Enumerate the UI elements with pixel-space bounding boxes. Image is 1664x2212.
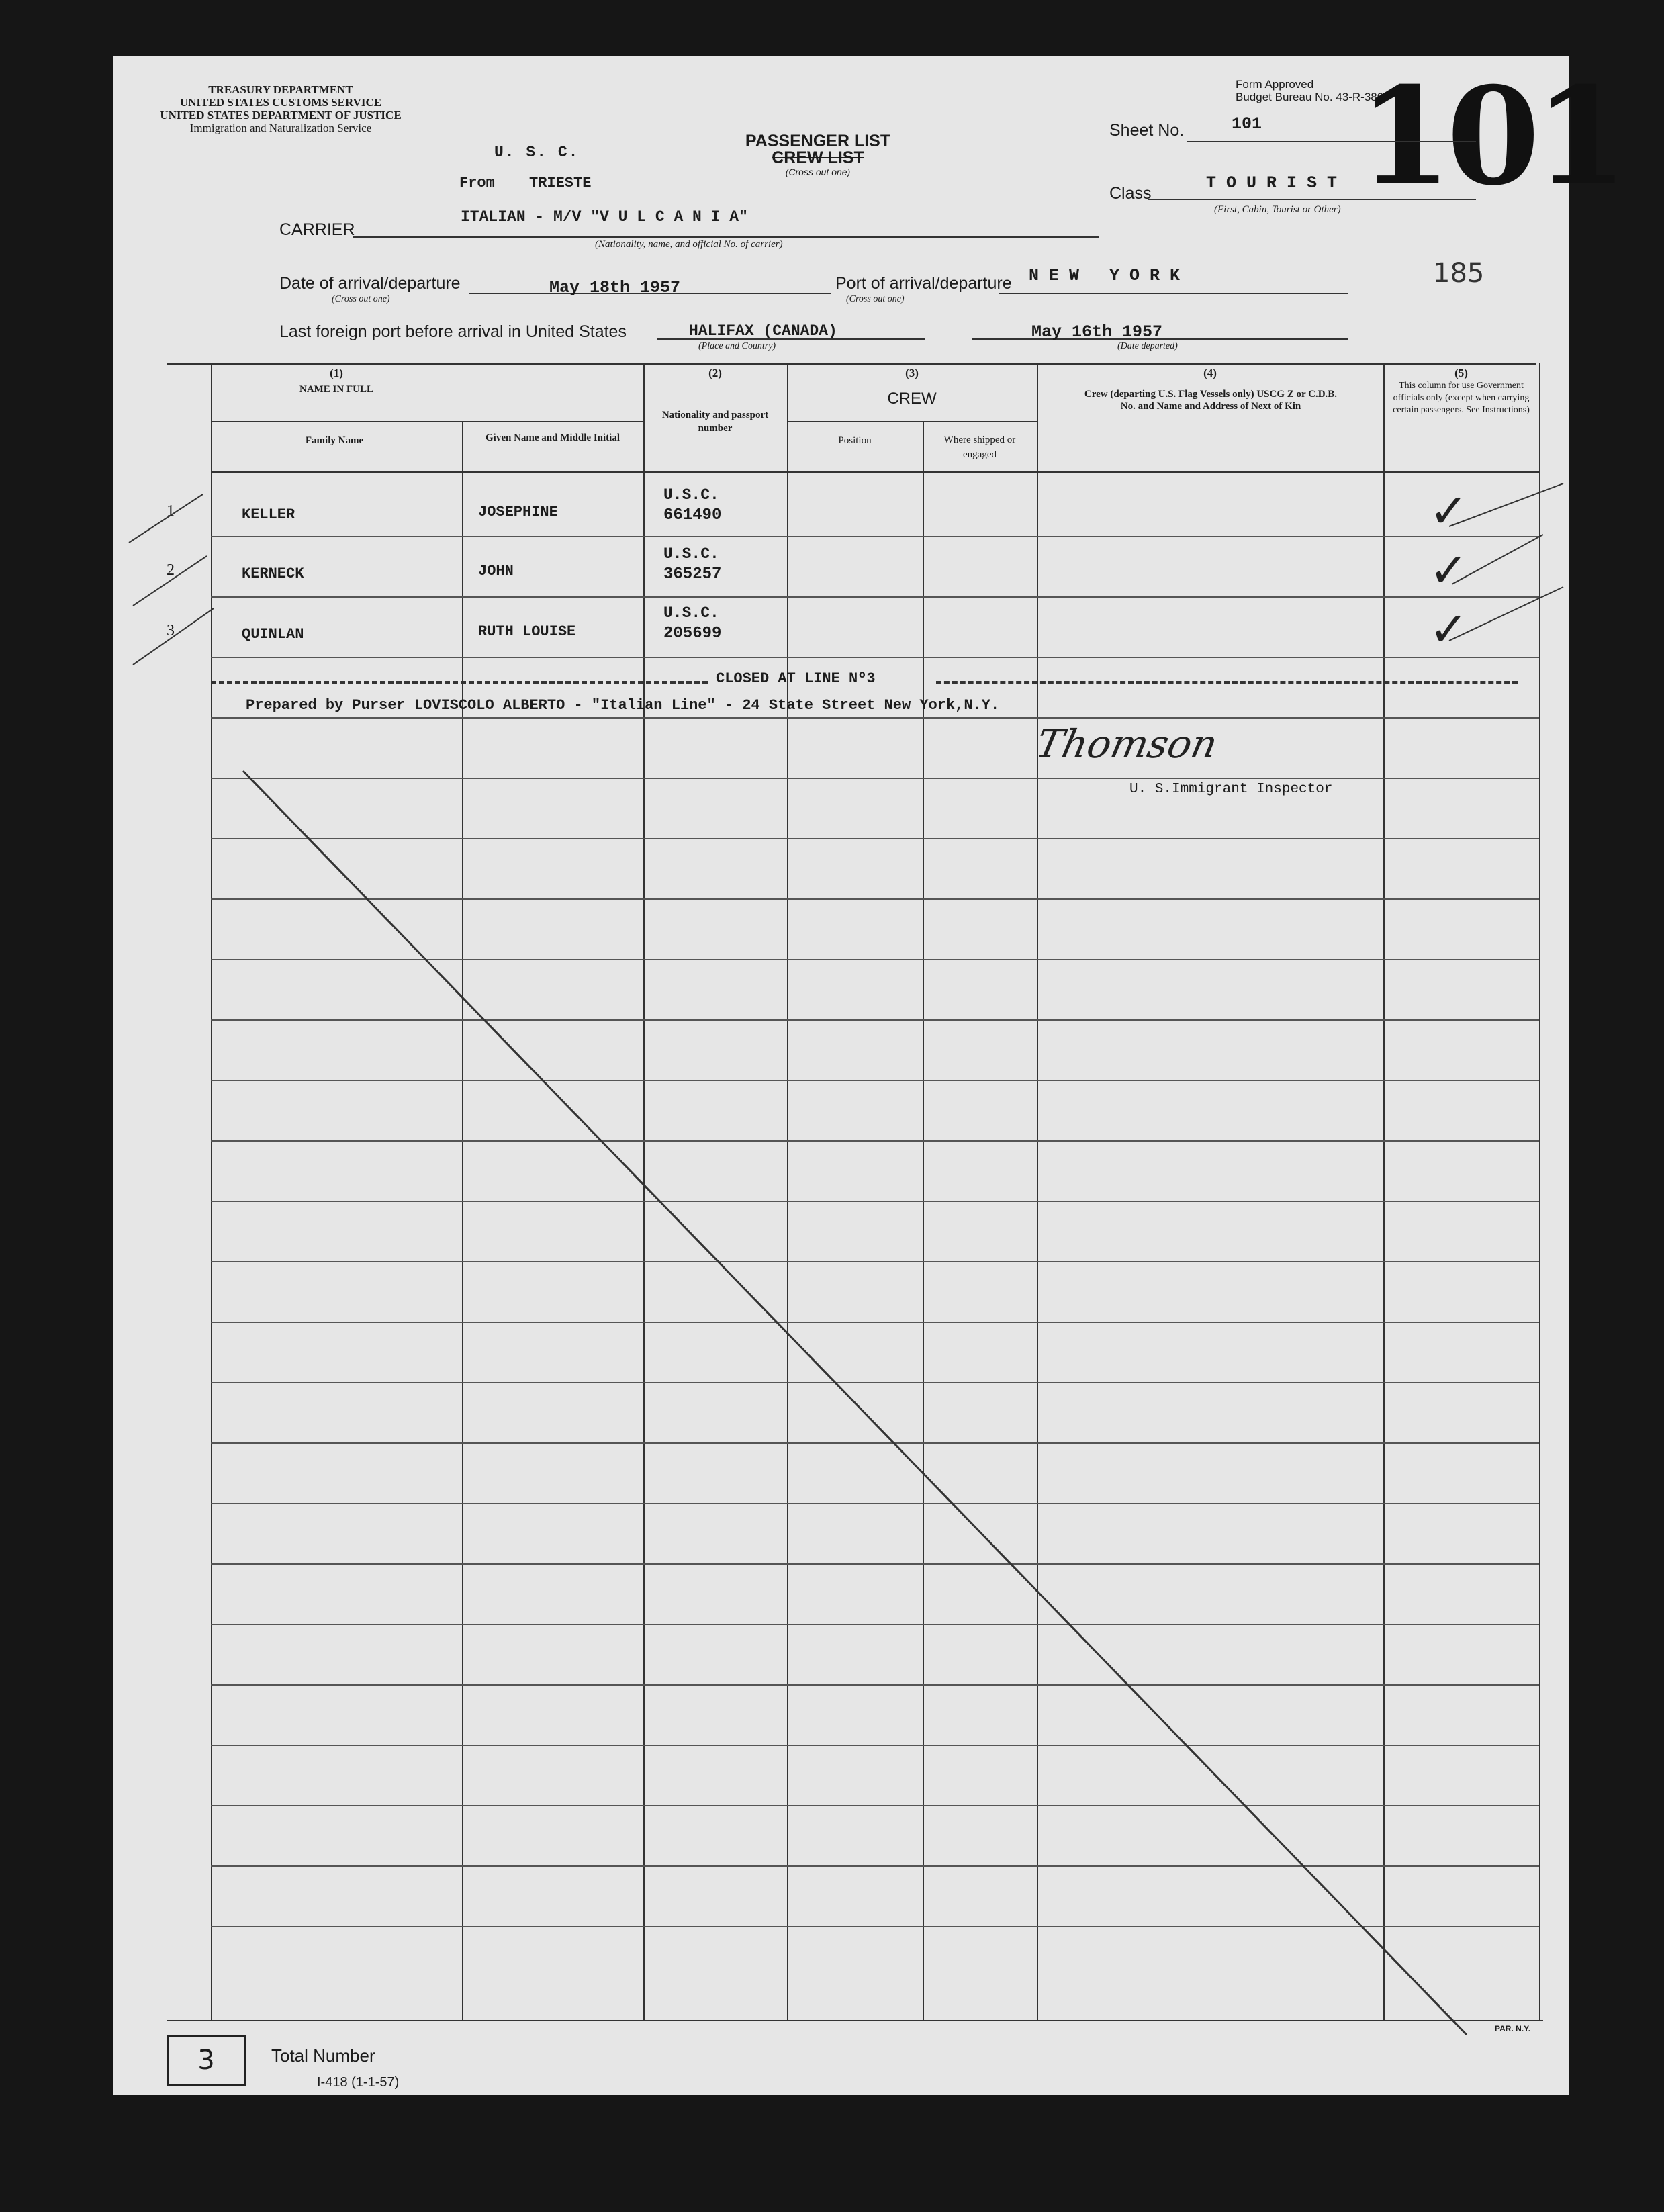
col4-title: Crew (departing U.S. Flag Vessels only) USCG Z or C.D.B. No. and Name and Address of Next of Kin xyxy=(1084,389,1338,412)
class-caption: (First, Cabin, Tourist or Other) xyxy=(1214,204,1341,215)
port-label: Port of arrival/departure xyxy=(835,274,1012,293)
last-port-caption: (Place and Country) xyxy=(698,341,776,351)
last-port-label: Last foreign port before arrival in United States xyxy=(279,322,627,341)
from-value: TRIESTE xyxy=(529,175,592,191)
treasury-department: TREASURY DEPARTMENT xyxy=(208,83,353,96)
date-caption: (Cross out one) xyxy=(332,294,390,304)
class-value: T O U R I S T xyxy=(1206,173,1338,193)
inspector-signature: Thomson xyxy=(1031,721,1222,767)
customs-service: UNITED STATES CUSTOMS SERVICE xyxy=(179,96,382,109)
total-number-box: 3 xyxy=(167,2035,246,2086)
col1-title: NAME IN FULL xyxy=(299,384,373,395)
line-number: 1 xyxy=(167,502,175,520)
port-value: N E W Y O R K xyxy=(1029,266,1181,285)
carrier-caption: (Nationality, name, and official No. of carrier) xyxy=(595,239,783,250)
passenger-list-form xyxy=(113,56,1623,2095)
given-name: JOSEPHINE xyxy=(478,504,558,520)
passport-number: 205699 xyxy=(663,625,722,643)
crew-list-title: CREW LIST xyxy=(772,148,864,167)
col1-number: (1) xyxy=(330,367,343,379)
col3-number: (3) xyxy=(905,367,919,379)
col5-title: This column for use Government officials only (except when carrying certain passengers. See Instructions) xyxy=(1393,381,1530,415)
prepared-by: Prepared by Purser LOVISCOLO ALBERTO - "Italian Line" - 24 State Street New York,N.Y. xyxy=(246,697,1000,714)
passport-number: 365257 xyxy=(663,565,722,584)
family-name: KERNECK xyxy=(242,565,304,582)
nationality: U.S.C. xyxy=(663,486,719,504)
budget-bureau: Budget Bureau No. 43-R-380 xyxy=(1236,91,1384,103)
date-value: May 18th 1957 xyxy=(549,278,681,297)
line-number: 2 xyxy=(167,561,175,579)
date-departed-value: May 16th 1957 xyxy=(1031,322,1163,342)
col3-shipped-header: Where shipped or engaged xyxy=(943,434,1016,460)
col1-family-header: Family Name xyxy=(305,435,364,446)
department-of-justice: UNITED STATES DEPARTMENT OF JUSTICE xyxy=(160,109,402,122)
col3-title: CREW xyxy=(887,389,937,408)
line-number: 3 xyxy=(167,622,175,639)
given-name: RUTH LOUISE xyxy=(478,623,576,640)
total-number-label: Total Number xyxy=(271,2045,375,2066)
carrier-value: ITALIAN - M/V "V U L C A N I A" xyxy=(461,208,748,226)
passport-number: 661490 xyxy=(663,506,722,524)
check-mark-icon: ✓ xyxy=(1429,543,1469,598)
given-name: JOHN xyxy=(478,563,514,580)
inspector-title: U. S.Immigrant Inspector xyxy=(1129,782,1333,797)
closed-at-line: CLOSED AT LINE Nº3 xyxy=(716,670,876,687)
sheet-label: Sheet No. xyxy=(1109,121,1185,140)
nationality: U.S.C. xyxy=(663,604,719,622)
col4-number: (4) xyxy=(1203,367,1217,379)
date-departed-caption: (Date departed) xyxy=(1117,341,1178,351)
col5-number: (5) xyxy=(1454,367,1468,379)
printer-mark: PAR. N.Y. xyxy=(1495,2024,1531,2033)
col3-position-header: Position xyxy=(838,435,872,446)
passenger-list-title: PASSENGER LIST xyxy=(745,132,891,150)
immigration-service: Immigration and Naturalization Service xyxy=(189,122,372,134)
check-mark-icon: ✓ xyxy=(1429,483,1469,539)
last-port-value: HALIFAX (CANADA) xyxy=(689,322,837,340)
title-caption: (Cross out one) xyxy=(785,167,851,177)
form-number: I-418 (1-1-57) xyxy=(317,2075,400,2090)
number-185: 185 xyxy=(1433,258,1485,289)
class-label: Class xyxy=(1109,184,1152,203)
port-caption: (Cross out one) xyxy=(846,294,905,304)
col2-title: Nationality and passport number xyxy=(661,410,769,434)
col2-number: (2) xyxy=(708,367,722,379)
sheet-stamp-number: 101 xyxy=(1358,58,1623,216)
family-name: QUINLAN xyxy=(242,626,304,643)
from-label: From xyxy=(459,175,495,191)
carrier-label: CARRIER xyxy=(279,220,355,239)
nationality: U.S.C. xyxy=(663,545,719,563)
usc-value: U. S. C. xyxy=(494,144,580,161)
diagonal-strike-line xyxy=(113,56,1569,2095)
form-approved: Form Approved xyxy=(1236,78,1314,91)
col1-given-header: Given Name and Middle Initial xyxy=(485,432,620,443)
check-mark-icon: ✓ xyxy=(1429,602,1469,657)
date-label: Date of arrival/departure xyxy=(279,274,461,293)
family-name: KELLER xyxy=(242,506,295,523)
sheet-value: 101 xyxy=(1232,114,1262,134)
